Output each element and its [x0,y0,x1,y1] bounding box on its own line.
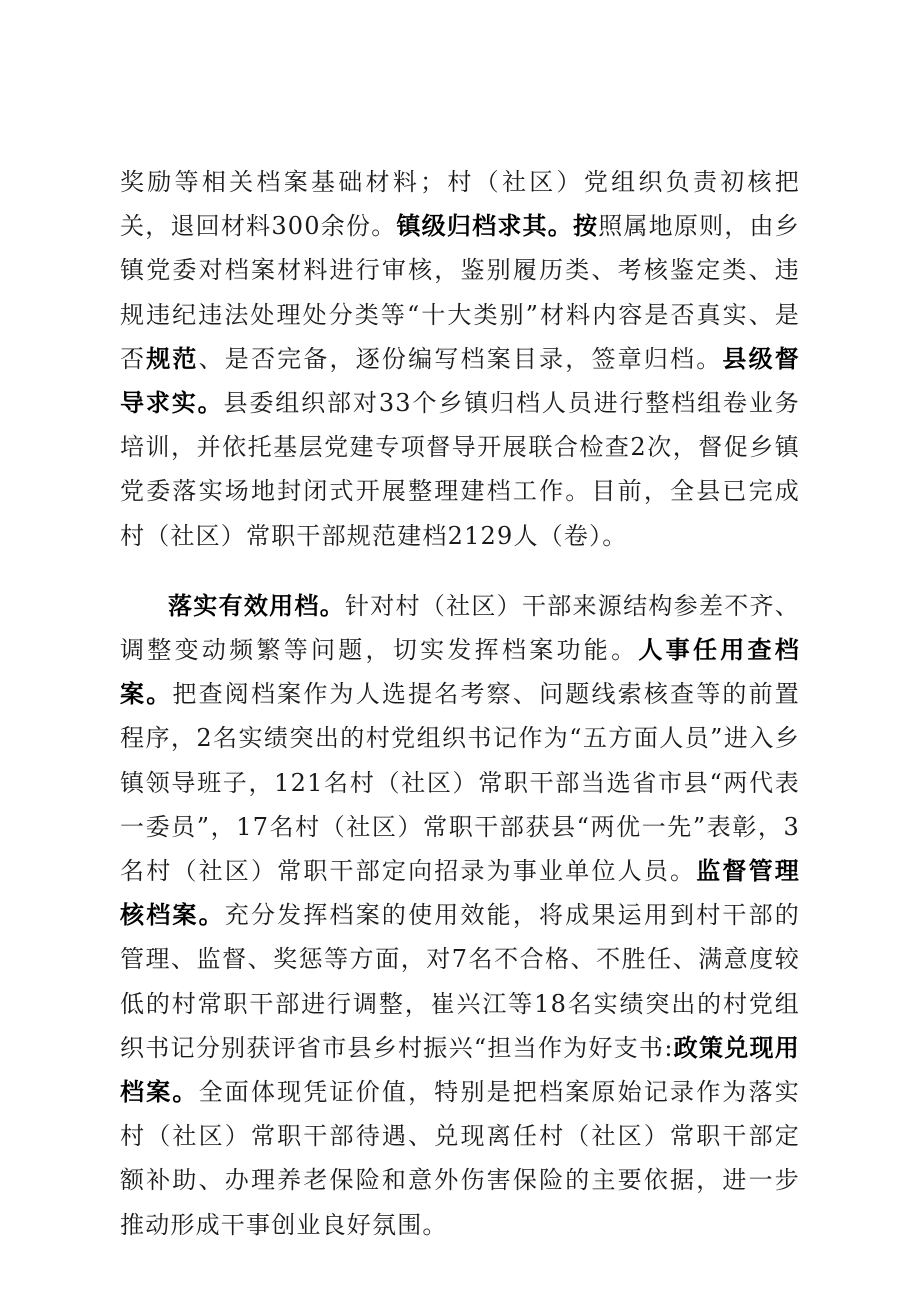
paragraph-effective-use [120,584,800,1247]
text-run: 、是否完备，逐份编写档案目录，签章归档。 [198,344,723,373]
bold-heading-policy: 政策兑现用档案。 [120,1032,800,1107]
text-run: 充分发挥档案的使用效能，将成果运用到村干部的管理、监督、奖惩等方面，对7名不合格、不胜任、满意度较低的村常职干部进行调整，崔兴江等18名实绩突出的村党组织书记分别获评省市县乡村振兴“担当作为好支书: [120,901,800,1062]
text-run: 县委组织部对33个乡镇归档人员进行整档组卷业务培训，并依托基层党建专项督导开展联合检查2次，督促乡镇党委落实场地封闭式开展整理建档工作。目前，全县已完成村（社区）常职干部规范建档2129人（卷）。 [120,389,800,550]
bold-heading-county-level: 县级督导求实。 [120,343,801,418]
bold-heading-supervision: 监督管理核档案。 [120,856,800,930]
bold-heading-town-level: 镇级归档求其。按 [396,211,599,241]
text-run: 针对村（社区）干部来源结构参差不齐、调整变动频繁等问题，切实发挥档案功能。 [120,591,800,665]
text-run: 全面体现凭证价值，特别是把档案原始记录作为落实村（社区）常职干部待遇、兑现离任村（社区）常职干部定额补助、办理养老保险和意外伤害保险的主要依据，进一步推动形成干事创业良好氛围。 [120,1078,800,1239]
paragraph-archiving [120,160,800,558]
document-body [120,160,800,1247]
bold-heading-effective-use: 落实有效用档。 [168,590,345,620]
text-run: 照属地原则，由乡镇党委对档案材料进行审核，鉴别履历类、考核鉴定类、违规违纪违法处理处分类等“十大类别”材料内容是否真实、是否 [120,212,800,373]
bold-term-standard: 规范 [146,343,199,373]
text-run: 奖励等相关档案基础材料；村（社区）党组织负责初核把关，退回材料300余份。 [120,168,800,241]
text-run: 把查阅档案作为人选提名考察、问题线索核查等的前置程序，2名实绩突出的村党组织书记作为“五方面人员”进入乡镇领导班子，121名村（社区）常职干部当选省市县“两代表一委员”，17名村（社区）常职干部获县“两优一先”表彰，3名村（社区）常职干部定向招录为事业单位人员。 [120,680,800,886]
bold-heading-personnel: 人事任用查档案。 [120,635,800,709]
